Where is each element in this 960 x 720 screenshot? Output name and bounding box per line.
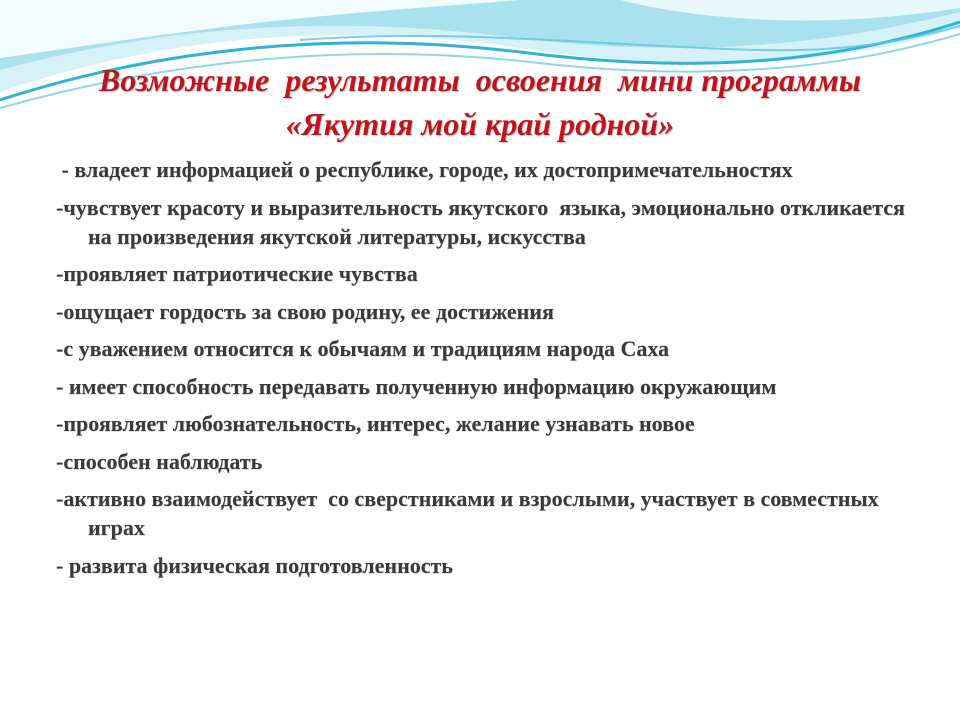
slide-title: Возможные результаты освоения мини программы «Якутия мой край родной»: [98, 62, 902, 142]
list-item: - владеет информацией о республике, городе, их достопримечательностях: [56, 157, 793, 182]
list-item: -ощущает гордость за свою родину, ее достижения: [56, 298, 554, 324]
list-item: -проявляет любознательность, интерес, желание узнавать новое: [56, 411, 695, 436]
result-list: [56, 155, 916, 588]
list-item: -проявляет патриотические чувства: [56, 261, 418, 286]
list-item: -активно взаимодействует со сверстниками и взрослыми, участвует в совместных играх: [56, 486, 885, 540]
list-item: - развита физическая подготовленность: [56, 552, 453, 578]
list-item: -с уважением относится к обычаям и традициям народа Саха: [56, 336, 670, 361]
list-item: -способен наблюдать: [56, 448, 263, 474]
list-item: - имеет способность передавать полученную информацию окружающим: [56, 373, 777, 399]
list-item: -чувствует красоту и выразительность якутского языка, эмоционально откликается на произведения якутской литературы, искусства: [56, 194, 911, 249]
